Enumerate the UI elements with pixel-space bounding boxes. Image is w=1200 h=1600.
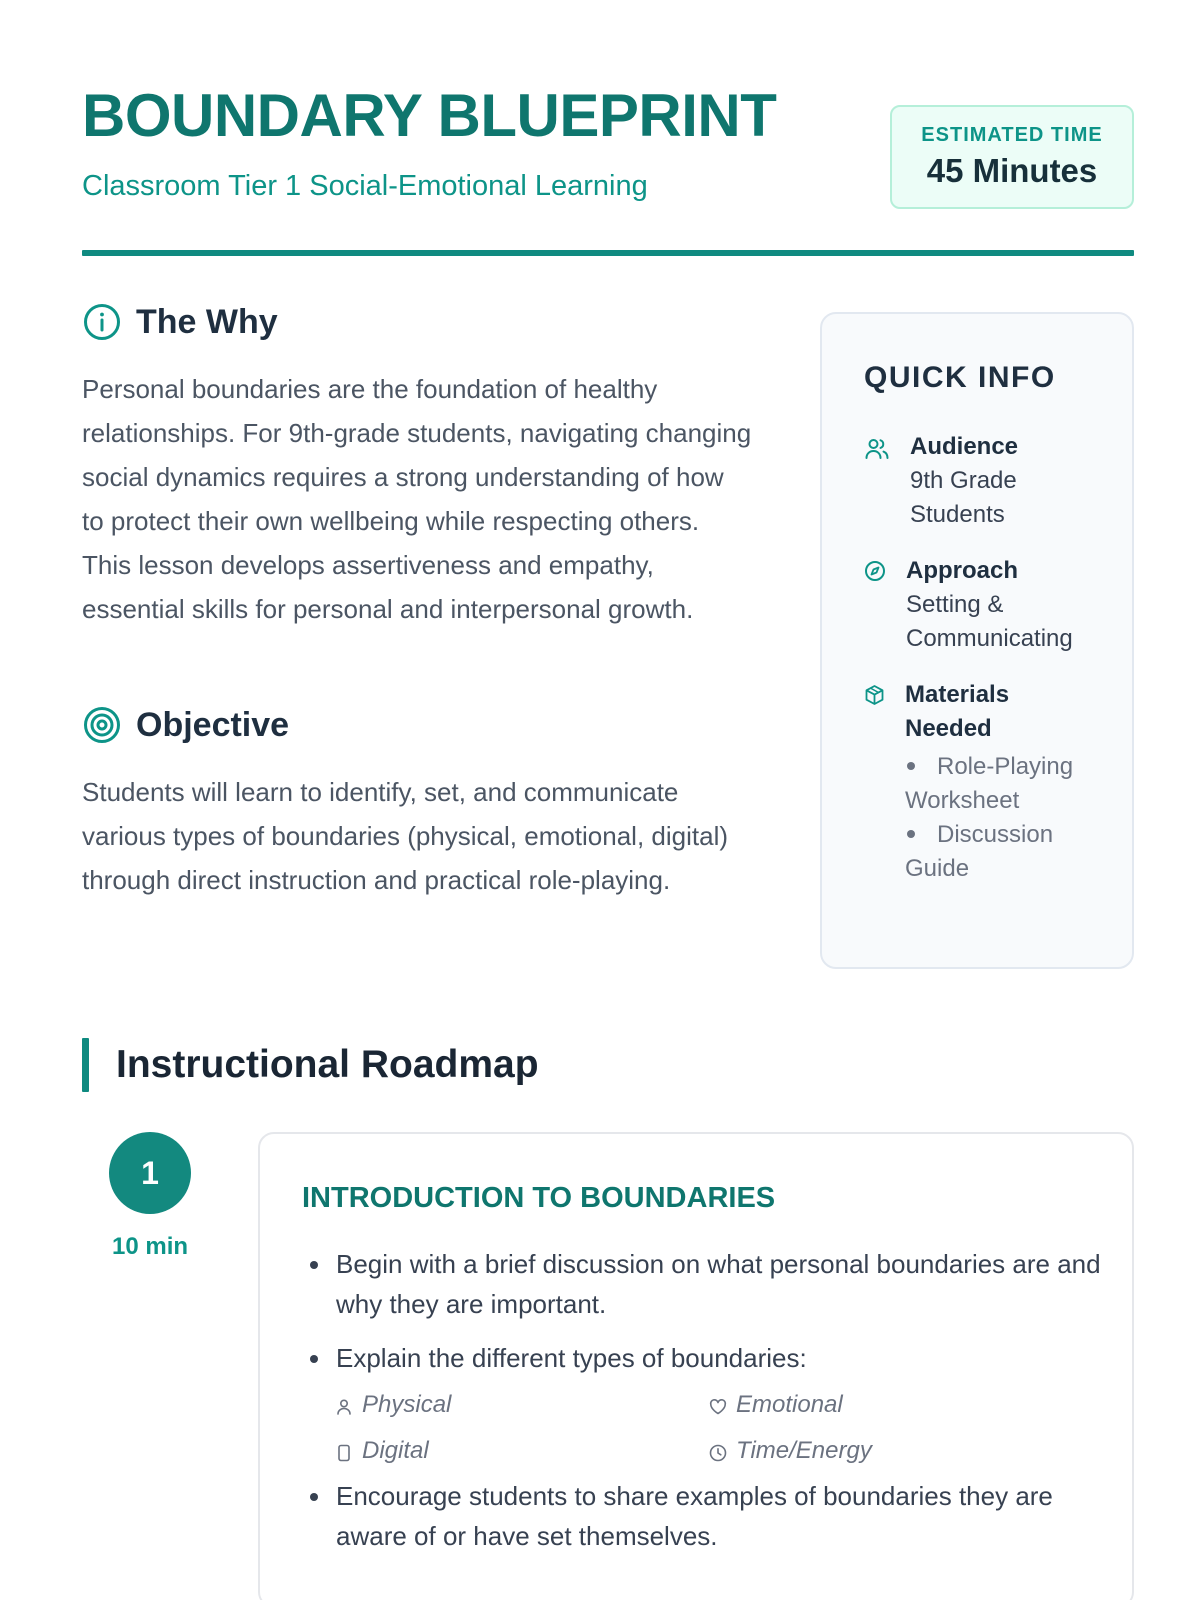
header: [82, 80, 1134, 256]
estimated-time-badge: [890, 105, 1134, 209]
page-title: BOUNDARY BLUEPRINT: [82, 82, 777, 149]
phone-icon: [334, 1441, 354, 1461]
step-card: [258, 1132, 1134, 1600]
info-icon: [82, 302, 122, 342]
quick-info-approach: [864, 554, 1073, 656]
boundary-type-emotional: Emotional: [708, 1390, 843, 1420]
objective-heading: [82, 705, 289, 745]
why-text: Personal boundaries are the foundation of healthy relationships. For 9th-grade students, navigating changing social dynamics requires a strong understanding of how to protect their own wellbeing while respecting others. This lesson develops assertiveness and empathy, essential skills for personal and interpersonal growth.: [82, 374, 752, 624]
why-heading-label: The Why: [136, 303, 278, 341]
audience-value-line-2: Students: [910, 501, 1005, 528]
compass-icon: [864, 560, 886, 586]
step-number-badge: 1: [109, 1132, 191, 1214]
roadmap-title: Instructional Roadmap: [116, 1043, 539, 1086]
heart-icon: [708, 1395, 728, 1415]
target-icon: [82, 705, 122, 745]
materials-item-1: Role-Playing Worksheet: [905, 753, 1074, 814]
step-duration: 10 min: [111, 1233, 189, 1260]
estimated-time-label: ESTIMATED TIME: [921, 124, 1103, 146]
audience-label: Audience: [910, 433, 1019, 460]
roadmap-accent-bar: [82, 1038, 89, 1092]
approach-label: Approach: [906, 557, 1019, 584]
quick-info-audience: [864, 430, 1018, 532]
boundary-type-time-energy: Time/Energy: [708, 1436, 872, 1466]
materials-item-2: Discussion Guide: [905, 821, 1054, 882]
step-bullet-3: Encourage students to share examples of boundaries they are aware of or have set themselves.: [302, 1476, 1102, 1556]
step-title: INTRODUCTION TO BOUNDARIES: [302, 1182, 776, 1214]
header-divider: [82, 250, 1134, 256]
approach-value-line-1: Setting &: [906, 591, 1004, 618]
package-icon: [864, 684, 885, 710]
boundary-type-physical: Physical: [334, 1390, 451, 1420]
materials-list: [905, 750, 1073, 886]
person-icon: [334, 1395, 354, 1415]
objective-heading-label: Objective: [136, 706, 290, 744]
approach-value-line-2: Communicating: [906, 625, 1073, 652]
step-bullet-2: Explain the different types of boundaries:: [302, 1338, 1102, 1378]
quick-info-title: QUICK INFO: [864, 361, 1056, 394]
objective-text: Students will learn to identify, set, and communicate various types of boundaries (physical, emotional, digital) through direct instruction and practical role-playing.: [82, 777, 729, 895]
quick-info-card: [820, 312, 1134, 969]
why-heading: [82, 302, 278, 342]
page-subtitle: Classroom Tier 1 Social-Emotional Learning: [82, 170, 648, 202]
roadmap-heading: [82, 1038, 539, 1092]
step-bullet-1: Begin with a brief discussion on what personal boundaries are and why they are important.: [302, 1244, 1102, 1324]
materials-label-line-1: Materials: [905, 681, 1010, 708]
materials-label-line-2: Needed: [905, 715, 992, 742]
boundary-type-digital: Digital: [334, 1436, 429, 1466]
quick-info-materials: [864, 678, 1073, 886]
users-icon: [864, 436, 890, 462]
clock-icon: [708, 1441, 728, 1461]
audience-value-line-1: 9th Grade: [910, 467, 1017, 494]
estimated-time-value: 45 Minutes: [926, 152, 1098, 189]
